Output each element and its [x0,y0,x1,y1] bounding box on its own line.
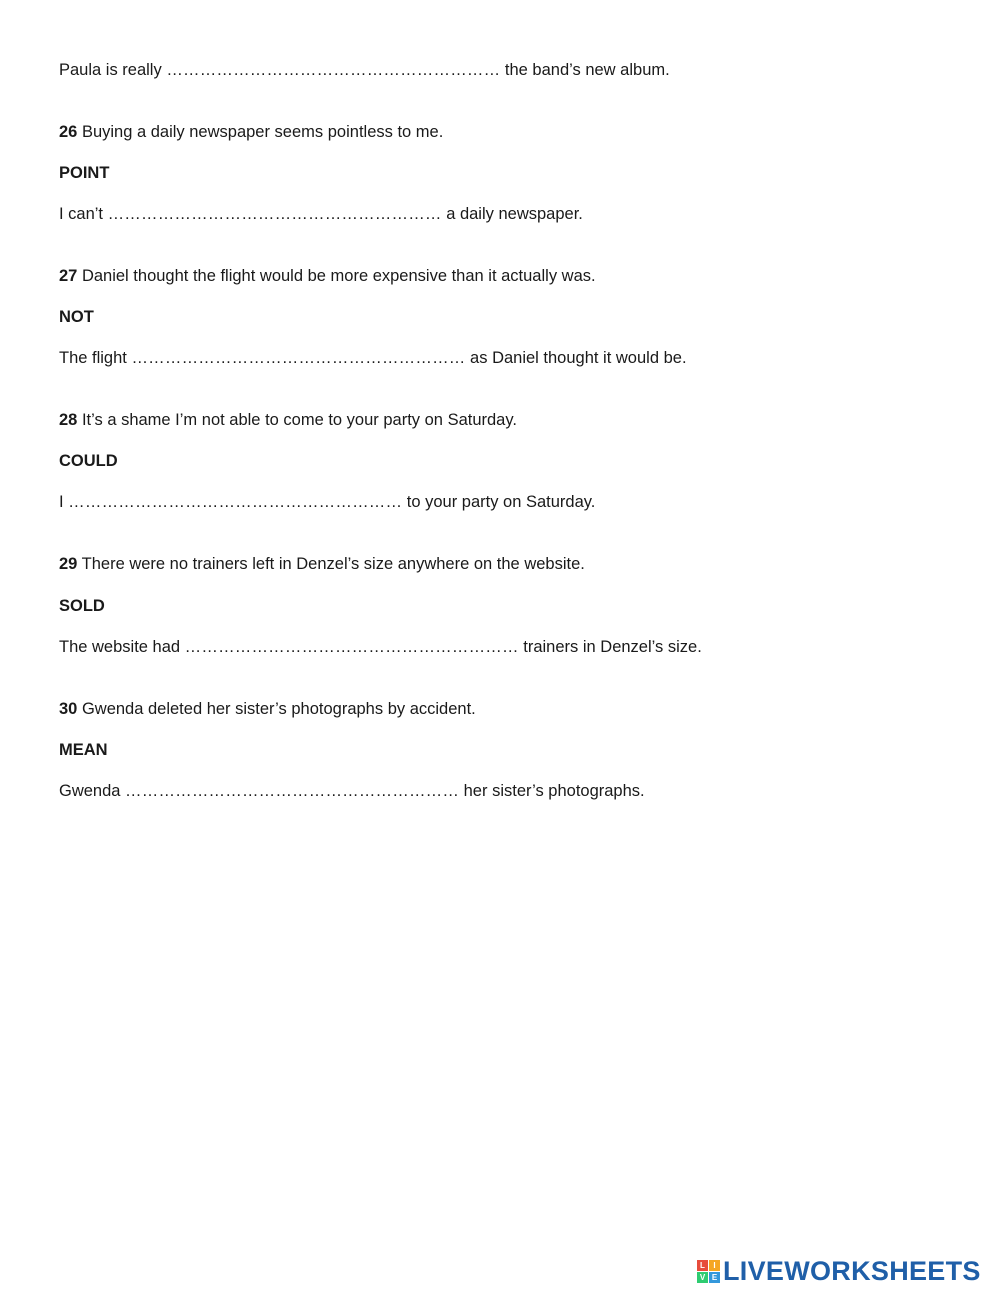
answer-suffix: the band’s new album. [500,61,670,79]
question-29-keyword: SOLD [59,597,105,615]
question-26-sentence [59,122,443,142]
answer-line-30 [59,781,645,801]
question-28-keyword: COULD [59,452,118,470]
logo-cell-i: I [709,1260,720,1271]
question-text: Gwenda deleted her sister’s photographs by accident. [77,700,476,718]
question-28-sentence [59,410,517,430]
answer-blank[interactable]: …………………………………………………… [184,638,519,656]
logo-cell-v: V [697,1272,708,1283]
question-number: 29 [59,555,78,573]
answer-line-26 [59,204,583,224]
question-29-sentence [59,554,585,574]
answer-blank[interactable]: …………………………………………………… [131,349,466,367]
question-26-keyword: POINT [59,164,110,182]
liveworksheets-logo [697,1256,981,1286]
answer-prefix: I [59,493,69,511]
question-text: It’s a shame I’m not able to come to your party on Saturday. [77,411,517,429]
answer-prefix: Gwenda [59,782,126,800]
answer-line-29 [59,637,702,657]
answer-suffix: her sister’s photographs. [459,782,645,800]
answer-prefix: The website had [59,638,185,656]
answer-blank[interactable]: …………………………………………………… [166,61,501,79]
question-text: Buying a daily newspaper seems pointless to me. [77,123,444,141]
answer-line-28 [59,492,595,512]
question-30-keyword: MEAN [59,741,108,759]
question-number: 26 [59,123,78,141]
answer-blank[interactable]: …………………………………………………… [107,205,442,223]
question-number: 30 [59,700,78,718]
question-number: 28 [59,411,78,429]
question-number: 27 [59,267,78,285]
answer-suffix: trainers in Denzel’s size. [518,638,702,656]
answer-blank[interactable]: …………………………………………………… [125,782,460,800]
question-text: There were no trainers left in Denzel’s size anywhere on the website. [77,555,585,573]
question-30-sentence [59,699,476,719]
answer-line-25 [59,60,670,80]
logo-cell-l: L [697,1260,708,1271]
answer-suffix: to your party on Saturday. [402,493,596,511]
brand-logo-icon [697,1260,720,1283]
answer-line-27 [59,348,687,368]
answer-prefix: Paula is really [59,61,167,79]
answer-blank[interactable]: …………………………………………………… [68,493,403,511]
logo-cell-e: E [709,1272,720,1283]
brand-name: LIVEWORKSHEETS [723,1256,981,1286]
question-text: Daniel thought the flight would be more expensive than it actually was. [77,267,596,285]
question-27-keyword: NOT [59,308,94,326]
answer-suffix: a daily newspaper. [441,205,583,223]
question-27-sentence [59,266,596,286]
answer-prefix: I can’t [59,205,108,223]
answer-suffix: as Daniel thought it would be. [465,349,687,367]
answer-prefix: The flight [59,349,132,367]
